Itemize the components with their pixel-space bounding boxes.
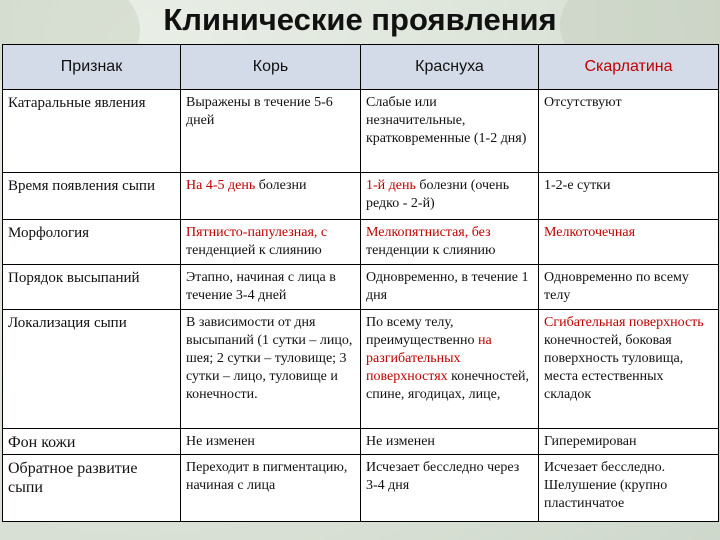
measles-cell	[181, 455, 361, 522]
header-row	[3, 45, 719, 90]
cell-text: Мелкоточечная	[544, 225, 636, 240]
table-row	[3, 173, 719, 220]
measles-cell	[181, 90, 361, 173]
cell-text: конечностей, спине, ягодицах, лице,	[366, 369, 530, 402]
rubella-cell	[361, 265, 539, 310]
row-label: Фон кожи	[3, 429, 181, 455]
cell-text: В зависимости от дня высыпаний (1 сутки – лицо, шея; 2 сутки – туловище; 3 сутки – лицо, туловище и конечности.	[186, 315, 353, 402]
rubella-cell	[361, 220, 539, 265]
row-label: Обратное развитие сыпи	[3, 455, 181, 522]
table-row	[3, 455, 719, 522]
row-label: Порядок высыпаний	[3, 265, 181, 310]
comparison-table	[2, 44, 719, 522]
row-label: Время появления сыпи	[3, 173, 181, 220]
cell-text: Не изменен	[366, 434, 435, 449]
cell-text: болезни	[255, 178, 307, 193]
row-label: Морфология	[3, 220, 181, 265]
header-scarlet-fever: Скарлатина	[539, 45, 719, 90]
measles-cell	[181, 429, 361, 455]
cell-text: на разгибательных поверхностях	[366, 333, 492, 384]
cell-text: Переходит в пигментацию, начиная с лица	[186, 460, 348, 493]
table-row	[3, 310, 719, 429]
rubella-cell	[361, 429, 539, 455]
cell-text: Не изменен	[186, 434, 255, 449]
cell-text: Слабые или незначительные, кратковременные (1-2 дня)	[366, 95, 527, 146]
cell-text: болезни (очень редко - 2-й)	[366, 178, 510, 211]
page-title: Клинические проявления	[163, 2, 557, 37]
table-row	[3, 429, 719, 455]
scarlet-fever-cell	[539, 455, 719, 522]
cell-text: Сгибательная поверхность	[544, 315, 704, 330]
scarlet-fever-cell	[539, 173, 719, 220]
measles-cell	[181, 173, 361, 220]
cell-text: тенденции к слиянию	[366, 243, 496, 258]
cell-text: Мелкопятнистая, без	[366, 225, 491, 240]
cell-text: 1-й день	[366, 178, 416, 193]
cell-text: Гиперемирован	[544, 434, 637, 449]
rubella-cell	[361, 90, 539, 173]
table-row	[3, 90, 719, 173]
rubella-cell	[361, 173, 539, 220]
scarlet-fever-cell	[539, 220, 719, 265]
rubella-cell	[361, 310, 539, 429]
scarlet-fever-cell	[539, 310, 719, 429]
cell-text: Исчезает бесследно. Шелушение (крупно пластинчатое	[544, 460, 668, 511]
scarlet-fever-cell	[539, 429, 719, 455]
scarlet-fever-cell	[539, 265, 719, 310]
cell-text: Пятнисто-папулезная, с	[186, 225, 328, 240]
table-row	[3, 265, 719, 310]
cell-text: Одновременно по всему телу	[544, 270, 689, 303]
cell-text: Отсутствуют	[544, 95, 622, 110]
cell-text: тенденцией к слиянию	[186, 243, 322, 258]
row-label: Локализация сыпи	[3, 310, 181, 429]
cell-text: На 4-5 день	[186, 178, 256, 193]
cell-text: Одновременно, в течение 1 дня	[366, 270, 529, 303]
cell-text: Исчезает бесследно через 3-4 дня	[366, 460, 520, 493]
cell-text: 1-2-е сутки	[544, 178, 611, 193]
measles-cell	[181, 310, 361, 429]
rubella-cell	[361, 455, 539, 522]
cell-text: конечностей, боковая поверхность туловища, места естественных складок	[544, 333, 684, 402]
scarlet-fever-cell	[539, 90, 719, 173]
cell-text: Этапно, начиная с лица в течение 3-4 дней	[186, 270, 336, 303]
row-label: Катаральные явления	[3, 90, 181, 173]
header-measles: Корь	[181, 45, 361, 90]
header-rubella: Краснуха	[361, 45, 539, 90]
cell-text: Выражены в течение 5-6 дней	[186, 95, 333, 128]
cell-text: По всему телу, преимущественно	[366, 315, 478, 348]
header-feature: Признак	[3, 45, 181, 90]
measles-cell	[181, 220, 361, 265]
measles-cell	[181, 265, 361, 310]
table-row	[3, 220, 719, 265]
